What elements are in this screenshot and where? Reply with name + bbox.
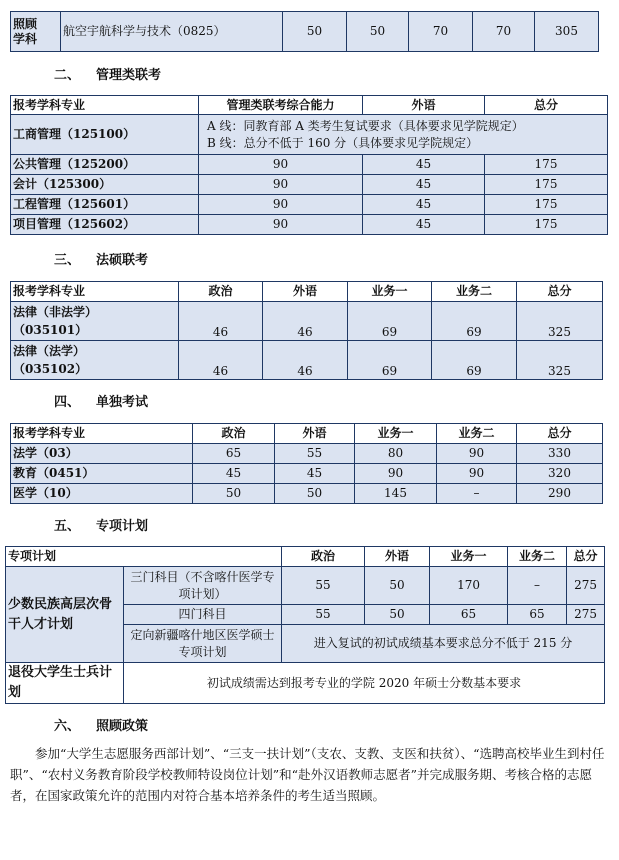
total-cell: 320 — [517, 464, 603, 484]
score-cell: 90 — [437, 464, 517, 484]
law-table — [10, 281, 603, 380]
score-cell: 46 — [263, 302, 348, 341]
table-row — [11, 444, 603, 464]
total-cell: 175 — [485, 195, 608, 215]
special-plan-table — [5, 546, 605, 704]
score-cell: 50 — [365, 567, 430, 605]
column-header: 业务二 — [437, 424, 517, 444]
section-number: 三、 — [54, 253, 81, 268]
total-cell: 175 — [485, 175, 608, 195]
major-cell: 工程管理（125601） — [11, 195, 199, 215]
score-cell: 50 — [275, 484, 355, 504]
subject-cell: 三门科目（不含喀什医学专项计划） — [124, 567, 282, 605]
table-row — [11, 464, 603, 484]
score-cell: 145 — [355, 484, 437, 504]
section-heading — [54, 715, 148, 734]
table-row — [11, 12, 599, 52]
major-code: （035102） — [13, 362, 88, 376]
column-header: 总分 — [567, 547, 605, 567]
policy-paragraph: 参加“大学生志愿服务西部计划”、“三支一扶计划”（支农、支教、支医和扶贫）、“选聘高校毕业生到村任职”、“农村义务教育阶段学校教师特设岗位计划”和“赴外汉语教师志愿者”并完成服务期、考核合格的志愿者，在国家政策允许的范围内对符合基本培养条件的考生适当照顾。 — [10, 746, 605, 803]
column-header: 业务一 — [348, 282, 432, 302]
score-cell: 69 — [432, 302, 517, 341]
table-row — [11, 484, 603, 504]
score-cell: 50 — [347, 12, 409, 52]
column-header: 总分 — [485, 96, 608, 115]
score-cell: 90 — [199, 195, 363, 215]
score-cell: 170 — [430, 567, 508, 605]
column-header: 外语 — [365, 547, 430, 567]
major-cell: 项目管理（125602） — [11, 215, 199, 235]
section-heading — [54, 515, 148, 534]
total-cell: 290 — [517, 484, 603, 504]
column-header: 政治 — [282, 547, 365, 567]
column-header: 专项计划 — [6, 547, 282, 567]
column-header: 业务二 — [508, 547, 567, 567]
column-header: 报考学科专业 — [11, 282, 179, 302]
score-cell: 45 — [363, 195, 485, 215]
column-header: 总分 — [517, 424, 603, 444]
total-cell: 325 — [517, 341, 603, 380]
total-cell: 275 — [567, 567, 605, 605]
major-cell: 公共管理（125200） — [11, 155, 199, 175]
section-number: 二、 — [54, 68, 81, 83]
major-cell: 会计（125300） — [11, 175, 199, 195]
score-cell: 55 — [275, 444, 355, 464]
score-cell: 50 — [365, 605, 430, 625]
total-cell: 275 — [567, 605, 605, 625]
score-cell: – — [508, 567, 567, 605]
score-cell: 45 — [363, 215, 485, 235]
column-header: 政治 — [193, 424, 275, 444]
section-title: 法硕联考 — [96, 253, 149, 268]
subject-cell: 定向新疆喀什地区医学硕士专项计划 — [124, 625, 282, 663]
management-table — [10, 95, 608, 235]
major-name: 法律（非法学） — [13, 305, 98, 319]
column-header: 管理类联考综合能力 — [199, 96, 363, 115]
table-row — [11, 195, 608, 215]
column-header: 政治 — [179, 282, 263, 302]
table-header-row — [11, 424, 603, 444]
line-b-text: B 线：总分不低于 160 分（具体要求见学院规定） — [207, 135, 479, 150]
section-number: 五、 — [54, 519, 81, 534]
category-cell: 照顾 学科 — [11, 12, 61, 52]
total-cell: 175 — [485, 155, 608, 175]
score-cell: 90 — [199, 215, 363, 235]
score-cell: 69 — [348, 341, 432, 380]
section-heading — [54, 64, 161, 83]
score-cell: 45 — [363, 175, 485, 195]
score-cell: 65 — [430, 605, 508, 625]
column-header: 总分 — [517, 282, 603, 302]
score-cell: 46 — [179, 341, 263, 380]
score-cell: 70 — [473, 12, 535, 52]
score-cell: 50 — [283, 12, 347, 52]
column-header: 报考学科专业 — [11, 96, 199, 115]
independent-exam-table — [10, 423, 603, 504]
score-cell: 80 — [355, 444, 437, 464]
major-cell: 航空宇航科学与技术（0825） — [61, 12, 283, 52]
score-cell: 55 — [282, 567, 365, 605]
score-cell: 50 — [193, 484, 275, 504]
table-row — [11, 155, 608, 175]
score-cell: 45 — [193, 464, 275, 484]
column-header: 业务一 — [355, 424, 437, 444]
column-header: 外语 — [363, 96, 485, 115]
table-row — [6, 663, 605, 704]
column-header: 外语 — [275, 424, 355, 444]
score-cell: 45 — [363, 155, 485, 175]
section-title: 管理类联考 — [96, 68, 162, 83]
score-cell: 90 — [437, 444, 517, 464]
table-row — [11, 115, 608, 155]
section-title: 单独考试 — [96, 395, 149, 410]
plan-label: 退役大学生士兵计划 — [6, 663, 124, 704]
section-number: 四、 — [54, 395, 81, 410]
total-cell: 330 — [517, 444, 603, 464]
section-heading — [54, 249, 148, 268]
table-row — [6, 567, 605, 605]
major-cell: 工商管理（125100） — [11, 115, 199, 155]
major-code: （035101） — [13, 323, 88, 337]
score-cell: 69 — [432, 341, 517, 380]
major-cell — [11, 302, 179, 341]
table-header-row — [11, 282, 603, 302]
score-cell: 46 — [179, 302, 263, 341]
subject-cell: 四门科目 — [124, 605, 282, 625]
score-cell: 65 — [508, 605, 567, 625]
section-heading — [54, 391, 148, 410]
score-cell: 90 — [199, 155, 363, 175]
column-header: 报考学科专业 — [11, 424, 193, 444]
total-cell: 305 — [535, 12, 599, 52]
total-cell: 175 — [485, 215, 608, 235]
major-cell: 法学（03） — [11, 444, 193, 464]
section-title: 专项计划 — [96, 519, 149, 534]
score-cell: 90 — [199, 175, 363, 195]
requirement-cell: 初试成绩需达到报考专业的学院 2020 年硕士分数基本要求 — [124, 663, 605, 704]
section-number: 六、 — [54, 719, 81, 734]
column-header: 业务二 — [432, 282, 517, 302]
score-cell: 45 — [275, 464, 355, 484]
table-header-row — [6, 547, 605, 567]
major-cell — [11, 341, 179, 380]
score-cell: 46 — [263, 341, 348, 380]
table-header-row — [11, 96, 608, 115]
table-row — [11, 175, 608, 195]
column-header: 外语 — [263, 282, 348, 302]
score-cell: 70 — [409, 12, 473, 52]
requirement-cell: 进入复试的初试成绩基本要求总分不低于 215 分 — [282, 625, 605, 663]
section-title: 照顾政策 — [96, 719, 149, 734]
total-cell: 325 — [517, 302, 603, 341]
score-cell: – — [437, 484, 517, 504]
score-cell: 90 — [355, 464, 437, 484]
score-cell: 69 — [348, 302, 432, 341]
column-header: 业务一 — [430, 547, 508, 567]
requirement-cell — [199, 115, 608, 155]
score-cell: 55 — [282, 605, 365, 625]
line-a-text: A 线：同教育部 A 类考生复试要求（具体要求见学院规定） — [207, 118, 524, 133]
major-name: 法律（法学） — [13, 344, 86, 358]
plan-label: 少数民族高层次骨干人才计划 — [6, 567, 124, 663]
table-row — [11, 341, 603, 380]
table-row — [11, 215, 608, 235]
major-cell: 教育（0451） — [11, 464, 193, 484]
score-cell: 65 — [193, 444, 275, 464]
major-cell: 医学（10） — [11, 484, 193, 504]
top-score-table — [10, 11, 599, 52]
table-row — [11, 302, 603, 341]
